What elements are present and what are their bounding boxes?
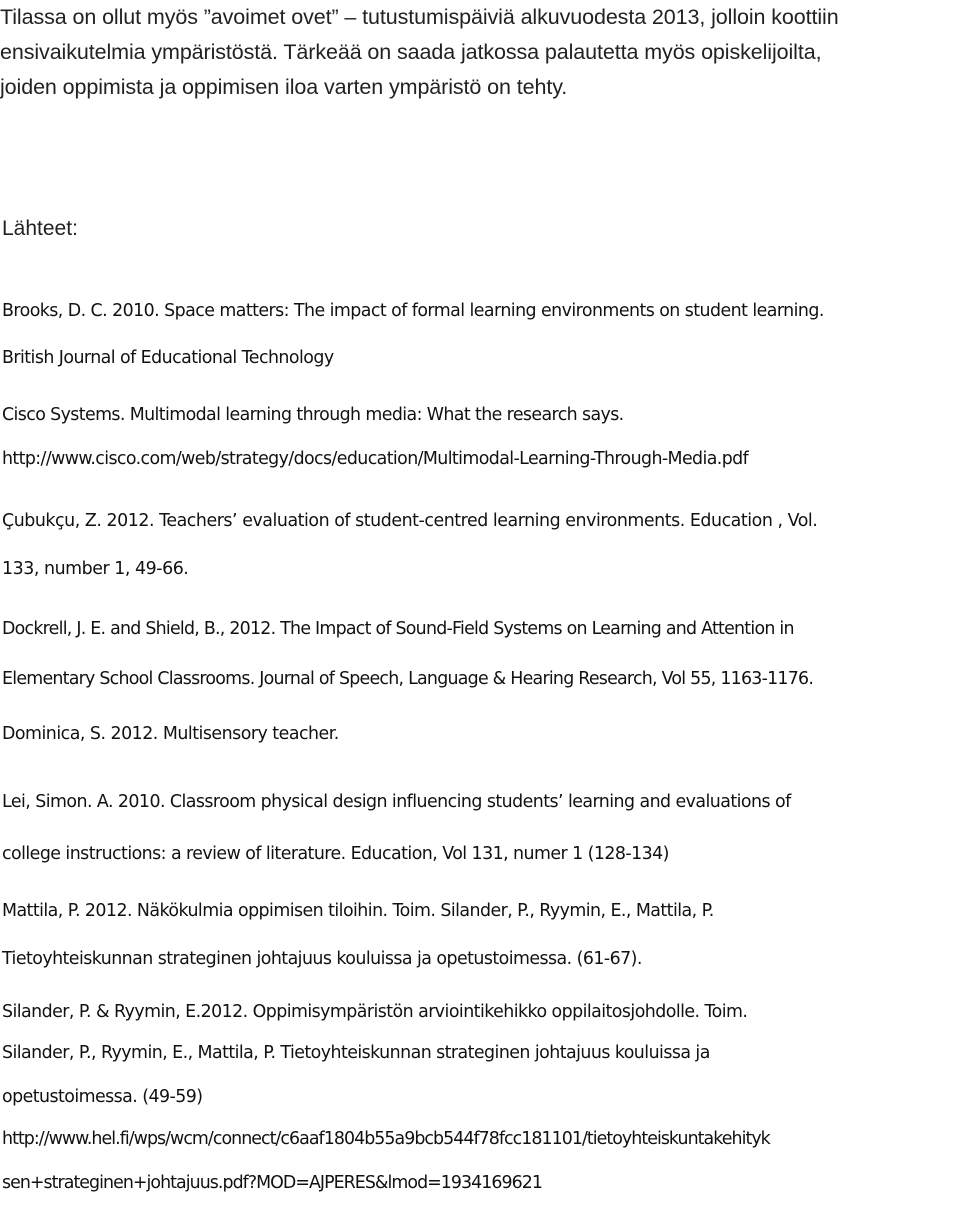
reference-lei xyxy=(2,776,791,880)
reference-silander-ryymin-mattila xyxy=(2,1031,710,1119)
intro-line: Tilassa on ollut myös ”avoimet ovet” – tutustumispäiviä alkuvuodesta 2013, jolloin koottiin xyxy=(0,5,839,29)
reference-dominica xyxy=(2,714,339,754)
reference-line: 133, number 1, 49-66. xyxy=(2,559,189,579)
sources-heading: Lähteet: xyxy=(2,217,78,240)
intro-line: joiden oppimista ja oppimisen iloa varten ympäristö on tehty. xyxy=(0,75,568,99)
reference-line: Brooks, D. C. 2010. Space matters: The impact of formal learning environments on student learning. xyxy=(2,301,824,321)
reference-line: Mattila, P. 2012. Näkökulmia oppimisen tiloihin. Toim. Silander, P., Ryymin, E., Mattila, P. xyxy=(2,901,714,921)
reference-line: Lei, Simon. A. 2010. Classroom physical design influencing students’ learning and evaluations of xyxy=(2,792,791,812)
intro-line: ensivaikutelmia ympäristöstä. Tärkeää on saada jatkossa palautetta myös opiskelijoilta, xyxy=(0,40,822,64)
reference-line: Dominica, S. 2012. Multisensory teacher. xyxy=(2,724,339,744)
reference-line: Tietoyhteiskunnan strateginen johtajuus kouluissa ja opetustoimessa. (61-67). xyxy=(2,949,642,969)
reference-line: Elementary School Classrooms. Journal of Speech, Language & Hearing Research, Vol 55, 1163-1176. xyxy=(2,669,814,689)
reference-url: http://www.cisco.com/web/strategy/docs/education/Multimodal-Learning-Through-Media.pdf xyxy=(2,449,749,469)
reference-mattila xyxy=(2,887,714,983)
reference-line: Cisco Systems. Multimodal learning through media: What the research says. xyxy=(2,405,624,425)
reference-dockrell xyxy=(2,604,813,704)
reference-url: sen+strateginen+johtajuus.pdf?MOD=AJPERES&lmod=1934169621 xyxy=(2,1173,542,1193)
reference-line: Silander, P. & Ryymin, E.2012. Oppimisympäristön arviointikehikko oppilaitosjohdolle. Toim. xyxy=(2,1002,748,1022)
reference-cubukcu xyxy=(2,497,817,593)
reference-line: British Journal of Educational Technology xyxy=(2,348,334,368)
intro-paragraph xyxy=(0,0,958,105)
reference-silander-ryymin xyxy=(2,990,747,1034)
reference-url: http://www.hel.fi/wps/wcm/connect/c6aaf1804b55a9bcb544f78fcc181101/tietoyhteiskuntakehityk xyxy=(2,1129,770,1149)
reference-line: Silander, P., Ryymin, E., Mattila, P. Tietoyhteiskunnan strateginen johtajuus kouluissa ja xyxy=(2,1043,710,1063)
reference-hel-url xyxy=(2,1117,770,1205)
reference-line: opetustoimessa. (49-59) xyxy=(2,1087,203,1107)
reference-line: Dockrell, J. E. and Shield, B., 2012. The Impact of Sound-Field Systems on Learning and Attention in xyxy=(2,619,794,639)
reference-cisco xyxy=(2,393,748,481)
reference-line: Çubukçu, Z. 2012. Teachers’ evaluation of student-centred learning environments. Education , Vol. xyxy=(2,511,818,531)
reference-brooks xyxy=(2,288,824,382)
reference-line: college instructions: a review of literature. Education, Vol 131, numer 1 (128-134) xyxy=(2,844,669,864)
